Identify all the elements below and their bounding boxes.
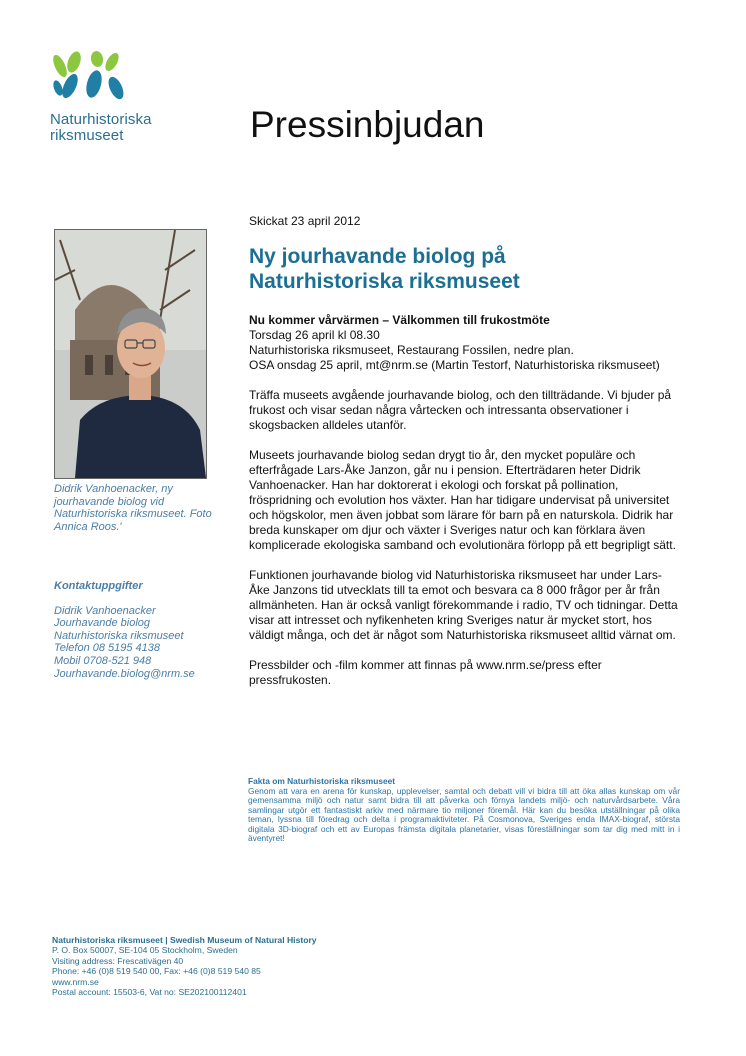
facts-box: [248, 777, 680, 844]
facts-text: Genom att vara en arena för kunskap, upplevelser, samtal och debatt vill vi bidra till att öka allas kunskap om vår gemensamma miljö och natur samt bidra till att påverka och förnya landets miljö- och naturvårdsarbete. Våra samlingar utgör ett fantastiskt arkiv med närmare tio miljoner föremål. Här kan du besöka utställningar på olika teman, lyssna till föredrag och delta i programaktiviteter. På Cosmonova, Sveriges enda IMAX-biograf, största digitala 3D-biograf och ett av Europas främsta digitala planetarier, visas föreställningar som tar dig med mitt in i äventyret!: [248, 785, 680, 843]
document-title: Pressinbjudan: [250, 104, 485, 145]
footer: [52, 935, 317, 997]
body-paragraph-4: Pressbilder och -film kommer att finnas på www.nrm.se/press efter pressfrukosten.: [249, 658, 602, 687]
headline: [249, 244, 681, 294]
headline-line-2: Naturhistoriska riksmuseet: [249, 270, 520, 293]
footer-web-link[interactable]: www.nrm.se: [52, 976, 99, 987]
contact-block: [54, 580, 234, 680]
museum-logo: [50, 50, 170, 144]
invitation-place: Naturhistoriska riksmuseet, Restaurang Fossilen, nedre plan.: [249, 343, 574, 357]
contact-role: Jourhavande biolog: [54, 617, 151, 630]
body-paragraph-2: Museets jourhavande biolog sedan drygt tio år, den mycket populäre och efterfrågade Lars-Åke Janzon, går nu i pension. Efterträdaren heter Didrik Vanhoenacker. Han har doktorerat i ekologi och forskat på pollination, fröspridning och evolution hos växter. Han har tidigare undervisat på universitet och högskolor, men även jobbat som lärare för barn på en naturskola. Didrik har breda kunskaper om djur och växter i Sveriges natur och kan förklara även komplicerade ekologiska samband och evolutionära förlopp på ett begripligt sätt.: [249, 448, 676, 552]
footer-box: P. O. Box 50007, SE-104 05 Stockholm, Sweden: [52, 945, 238, 956]
logo-line-1: Naturhistoriska: [50, 111, 152, 128]
photo-caption: Didrik Vanhoenacker, ny jourhavande biolog vid Naturhistoriska riksmuseet. Foto Annica Roos.': [54, 483, 212, 533]
footer-heading: Naturhistoriska riksmuseet | Swedish Museum of Natural History: [52, 935, 317, 945]
body-paragraph-1: Träffa museets avgående jourhavande biolog, och den tillträdande. Vi bjuder på frukost och visar sedan några vårtecken och intressanta observationer i skogsbacken alldeles utanför.: [249, 388, 672, 432]
portrait-photo: [54, 229, 207, 479]
invitation-block: [249, 313, 681, 373]
logo-line-2: riksmuseet: [50, 127, 124, 144]
contact-email-link[interactable]: Jourhavande.biolog@nrm.se: [54, 667, 195, 680]
invitation-title: Nu kommer vårvärmen – Välkommen till frukostmöte: [249, 313, 550, 327]
body-paragraph-3: Funktionen jourhavande biolog vid Naturhistoriska riksmuseet har under Lars-Åke Janzons tid utvecklats till ta emot och besvara ca 8 000 frågor per år från allmänheten. Han är också vanligt förekommande i radio, TV och tidningar. Detta visar att intresset och nyfikenheten kring Sveriges natur är mycket stort, hos väldigt många, och det är något som Naturhistoriska riksmuseet alltid värnat om.: [249, 568, 678, 642]
footer-visiting: Visiting address: Frescativägen 40: [52, 955, 184, 966]
sent-date: Skickat 23 april 2012: [249, 214, 361, 228]
invitation-rsvp: OSA onsdag 25 april, mt@nrm.se (Martin Testorf, Naturhistoriska riksmuseet): [249, 358, 660, 372]
footer-postal: Postal account: 15503-6, Vat no: SE202100112401: [52, 987, 247, 998]
invitation-time: Torsdag 26 april kl 08.30: [249, 328, 380, 342]
main-content: [249, 214, 681, 703]
contact-org: Naturhistoriska riksmuseet: [54, 629, 184, 642]
headline-line-1: Ny jourhavande biolog på: [249, 245, 506, 268]
logo-mark-icon: [50, 50, 130, 102]
contact-name: Didrik Vanhoenacker: [54, 604, 156, 617]
contact-mobile: Mobil 0708-521 948: [54, 654, 152, 667]
footer-phone: Phone: +46 (0)8 519 540 00, Fax: +46 (0)8 519 540 85: [52, 966, 261, 977]
contact-phone: Telefon 08 5195 4138: [54, 642, 161, 655]
contact-heading: Kontaktuppgifter: [54, 580, 143, 592]
facts-heading: Fakta om Naturhistoriska riksmuseet: [248, 776, 396, 786]
